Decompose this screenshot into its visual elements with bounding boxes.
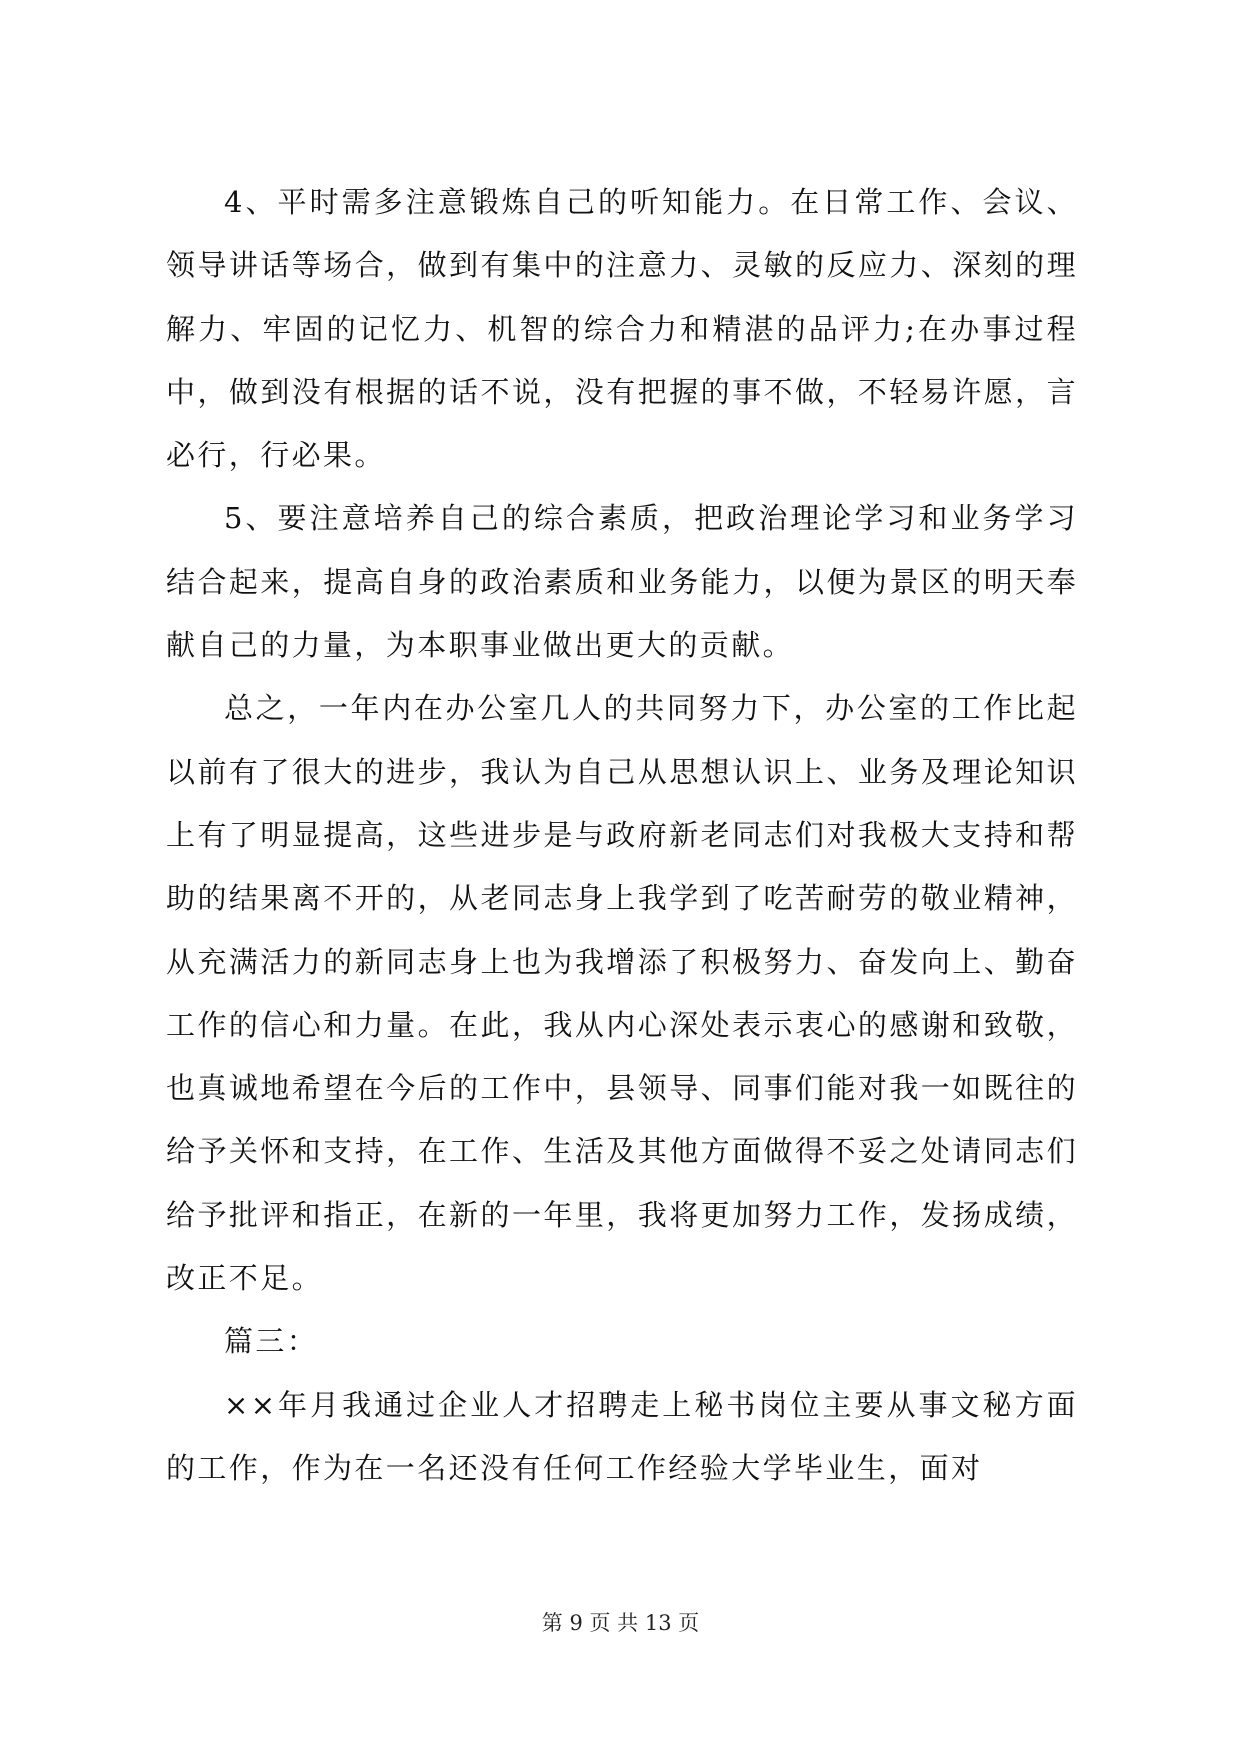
page-number-footer: 第 9 页 共 13 页: [541, 1611, 700, 1635]
section-heading: 篇三：: [224, 1324, 319, 1359]
paragraph-summary: 总之，一年内在办公室几人的共同努力下，办公室的工作比起以前有了很大的进步，我认为自己从思想认识上、业务及理论知识上有了明显提高，这些进步是与政府新老同志们对我极大支持和帮助的结果离不开的，从老同志身上我学到了吃苦耐劳的敬业精神，从充满活力的新同志身上也为我增添了积极努力、奋发向上、勤奋工作的信心和力量。在此，我从内心深处表示衷心的感谢和致敬，也真诚地希望在今后的工作中，县领导、同事们能对我一如既往的给予关怀和支持，在工作、生活及其他方面做得不妥之处请同志们给予批评和指正，在新的一年里，我将更加努力工作，发扬成绩，改正不足。: [166, 691, 1078, 1296]
paragraph-item-4: 4、平时需多注意锻炼自己的听知能力。在日常工作、会议、领导讲话等场合，做到有集中的注意力、灵敏的反应力、深刻的理解力、牢固的记忆力、机智的综合力和精湛的品评力;在办事过程中，做到没有根据的话不说，没有把握的事不做，不轻易许愿，言必行，行必果。: [166, 185, 1078, 473]
document-body: [166, 171, 1078, 1500]
paragraph-section-three: ××年月我通过企业人才招聘走上秘书岗位主要从事文秘方面的工作，作为在一名还没有任何工作经验大学毕业生，面对: [166, 1387, 1078, 1485]
paragraph-item-5: 5、要注意培养自己的综合素质，把政治理论学习和业务学习结合起来，提高自身的政治素质和业务能力，以便为景区的明天奉献自己的力量，为本职事业做出更大的贡献。: [166, 501, 1078, 663]
